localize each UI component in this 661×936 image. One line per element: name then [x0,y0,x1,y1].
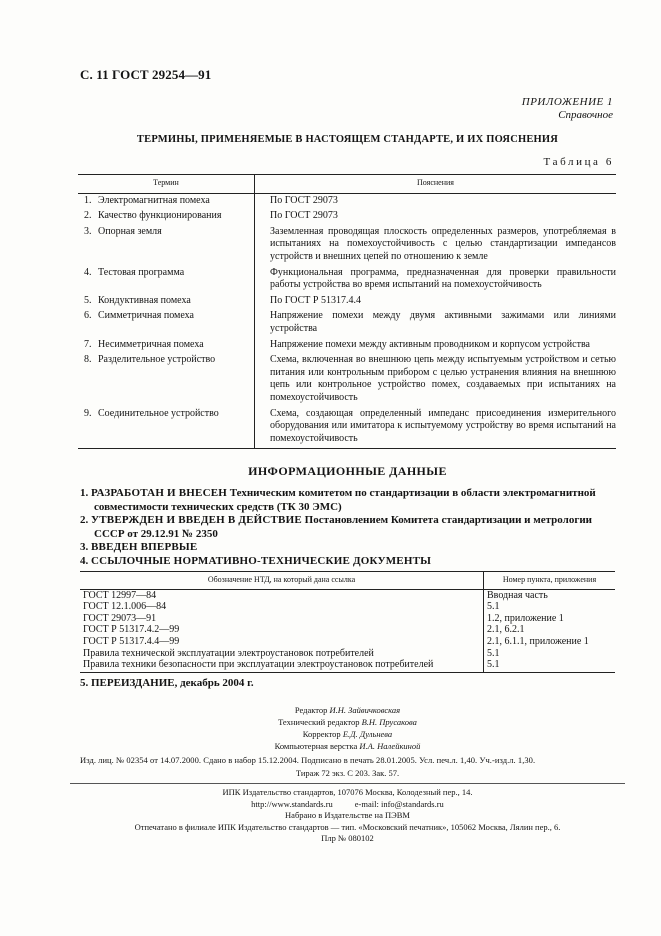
term-cell [78,309,255,337]
reissue-note: 5. ПЕРЕИЗДАНИЕ, декабрь 2004 г. [80,677,254,689]
column-header-explanation: Пояснения [255,175,617,194]
divider [70,783,625,784]
imprint-block [80,754,615,779]
document-cell: ГОСТ 29073—91 [80,613,484,625]
editors-block [80,704,615,752]
points-cell: 2.1, 6.2.1 [487,624,525,636]
table-row [78,209,616,225]
publisher-typeset: Набрано в Издательстве на ПЭВМ [285,810,410,820]
document-cell: Правила техники безопасности при эксплуатации электроустановок потребителей [80,659,484,672]
term-text: Кондуктивная помеха [98,294,191,306]
row-number: 5. [84,294,92,306]
term-text: Несимметричная помеха [98,338,204,350]
explanation-cell: Схема, включенная во внешнюю цепь между испытуемым устройством и сетью питания или контрольным прибором с целью устранения влияния на внешнюю цепь или контрольное устройство помех, создаваемых при испытаниях на помехоустойчивость [270,354,616,403]
imprint-print-run: Тираж 72 экз. С 203. Зак. 57. [295,767,400,778]
table-row [80,601,615,613]
editor-name: Е.Д. Дульнева [342,729,393,739]
term-text: Тестовая программа [98,266,185,278]
references-table [80,571,615,673]
appendix-label [522,96,613,122]
info-item [80,514,620,541]
table-row [78,407,616,449]
points-cell: 5.1 [484,659,616,672]
points-cell: 2.1, 6.1.1, приложение 1 [487,635,589,647]
row-number: 7. [84,338,92,350]
info-item-label: УТВЕРЖДЕН И ВВЕДЕН В ДЕЙСТВИЕ [91,514,302,526]
info-item-number: 3. [80,541,89,553]
explanation-cell: Напряжение помехи между двумя активными зажимами или линиями устройства [270,310,616,334]
column-header-points: Номер пункта, приложения [484,572,616,590]
editor-role: Компьютерная верстка [274,741,358,751]
info-item-label: РАЗРАБОТАН И ВНЕСЕН [91,487,228,499]
info-item-label: ВВЕДЕН ВПЕРВЫЕ [91,541,198,553]
editor-name: И.Н. Зайвичковская [329,705,401,715]
term-cell [78,407,255,449]
terms-table-header [78,175,616,194]
editor-line [80,704,615,716]
row-number: 6. [84,310,92,322]
table-row [78,225,616,266]
term-text: Электромагнитная помеха [98,194,210,206]
publisher-contacts [80,799,615,811]
table-row [78,309,616,337]
info-item-number: 1. [80,487,89,499]
table-row [78,266,616,294]
publisher-printed: Отпечатано в филиале ИПК Издательство стандартов — тип. «Московский печатник», 105062 Москва, Лялин пер., 6. [134,821,561,832]
table-row [80,636,615,648]
document-cell: ГОСТ Р 51317.4.2—99 [80,624,484,636]
term-text: Разделительное устройство [98,354,216,366]
explanation-cell: Функциональная программа, предназначенная для проверки правильности работы устройства во время испытаний на помехоустойчивость [270,266,616,291]
term-cell [78,353,255,406]
explanation-cell: По ГОСТ 29073 [270,194,338,206]
imprint-line: Изд. лиц. № 02354 от 14.07.2000. Сдано в набор 15.12.2004. Подписано в печать 28.01.2005. Усл. печ.л. 1,40. Уч.-изд.л. 1,30. [80,755,536,765]
table-row [80,613,615,625]
points-cell: 1.2, приложение 1 [487,612,564,624]
term-cell [78,209,255,225]
editor-line [80,716,615,728]
table-row [78,193,616,209]
publisher-block [80,787,615,845]
explanation-cell: Схема, создающая определенный импеданс присоединения измерительного оборудования или имитатора к испытуемому устройству во время испытаний на помехоустойчивость [255,407,617,449]
info-item-text: Техническим комитетом по стандартизации в области электромагнитной совместимости технических средств (ТК 30 ЭМС) [94,487,596,513]
term-cell [78,294,255,310]
editor-line [80,740,615,752]
column-header-document: Обозначение НТД, на который дана ссылка [80,572,484,590]
table-row [80,659,615,672]
term-cell [78,225,255,266]
editor-name: В.Н. Прусакова [361,717,417,727]
info-item [80,541,620,555]
appendix-type: Справочное [558,109,613,121]
info-item-label: ССЫЛОЧНЫЕ НОРМАТИВНО-ТЕХНИЧЕСКИЕ ДОКУМЕНТЫ [91,554,432,567]
points-cell: 5.1 [487,647,500,659]
table-label: Таблица 6 [543,156,614,168]
row-number: 8. [84,354,92,366]
editor-name: И.А. Налейкиной [359,741,421,751]
info-item-number: 4. [80,554,89,567]
publisher-website: http://www.standards.ru [251,798,333,809]
table-row [78,353,616,406]
info-item [80,487,620,514]
row-number: 4. [84,266,92,278]
term-text: Качество функционирования [98,210,222,222]
explanation-cell: По ГОСТ 29073 [270,210,338,222]
term-cell [78,266,255,294]
document-cell: ГОСТ Р 51317.4.4—99 [80,636,484,648]
references-table-header [80,572,615,590]
term-cell [78,338,255,354]
table-row [80,624,615,636]
explanation-cell: Напряжение помехи между активным проводником и корпусом устройства [270,338,590,350]
info-item-text: Постановлением Комитета стандартизации и метрологии СССР от 29.12.91 № 2350 [94,514,592,540]
row-number: 1. [84,194,92,206]
publisher-email: e-mail: info@standards.ru [354,798,444,809]
editor-line [80,728,615,740]
info-item-number: 2. [80,514,89,526]
points-cell: Вводная часть [487,589,548,601]
table-row [78,338,616,354]
document-cell: ГОСТ 12997—84 [80,589,484,601]
document-cell: ГОСТ 12.1.006—84 [80,601,484,613]
term-text: Опорная земля [98,225,162,237]
editor-role: Редактор [294,705,328,715]
info-list [80,487,620,568]
term-text: Соединительное устройство [98,407,219,419]
points-cell: 5.1 [487,601,500,613]
table-row [80,648,615,660]
table-row [80,589,615,601]
table-row [78,294,616,310]
row-number: 2. [84,210,92,222]
publisher-license: Плр № 080102 [321,833,374,843]
editor-role: Технический редактор [278,717,360,727]
page-header: С. 11 ГОСТ 29254—91 [80,67,212,82]
appendix-title: ПРИЛОЖЕНИЕ 1 [521,96,613,108]
publisher-address: ИПК Издательство стандартов, 107076 Москва, Колодезный пер., 14. [222,787,473,797]
info-item [80,555,620,569]
editor-role: Корректор [302,729,341,739]
row-number: 3. [84,225,92,237]
explanation-cell: Заземленная проводящая плоскость определенных размеров, употребляемая в испытаниях на помехоустойчивость с целью стандартизации импедансов устройств и внешних цепей по отношению к земле [270,225,616,262]
document-cell: Правила технической эксплуатации электроустановок потребителей [80,648,484,660]
section-title: ТЕРМИНЫ, ПРИМЕНЯЕМЫЕ В НАСТОЯЩЕМ СТАНДАРТЕ, И ИХ ПОЯСНЕНИЯ [136,134,559,145]
explanation-cell: По ГОСТ Р 51317.4.4 [270,294,361,306]
term-text: Симметричная помеха [98,310,194,322]
terms-table [78,174,616,449]
column-header-term: Термин [78,175,255,194]
info-title: ИНФОРМАЦИОННЫЕ ДАННЫЕ [248,464,447,478]
term-cell [78,193,255,209]
row-number: 9. [84,407,92,419]
